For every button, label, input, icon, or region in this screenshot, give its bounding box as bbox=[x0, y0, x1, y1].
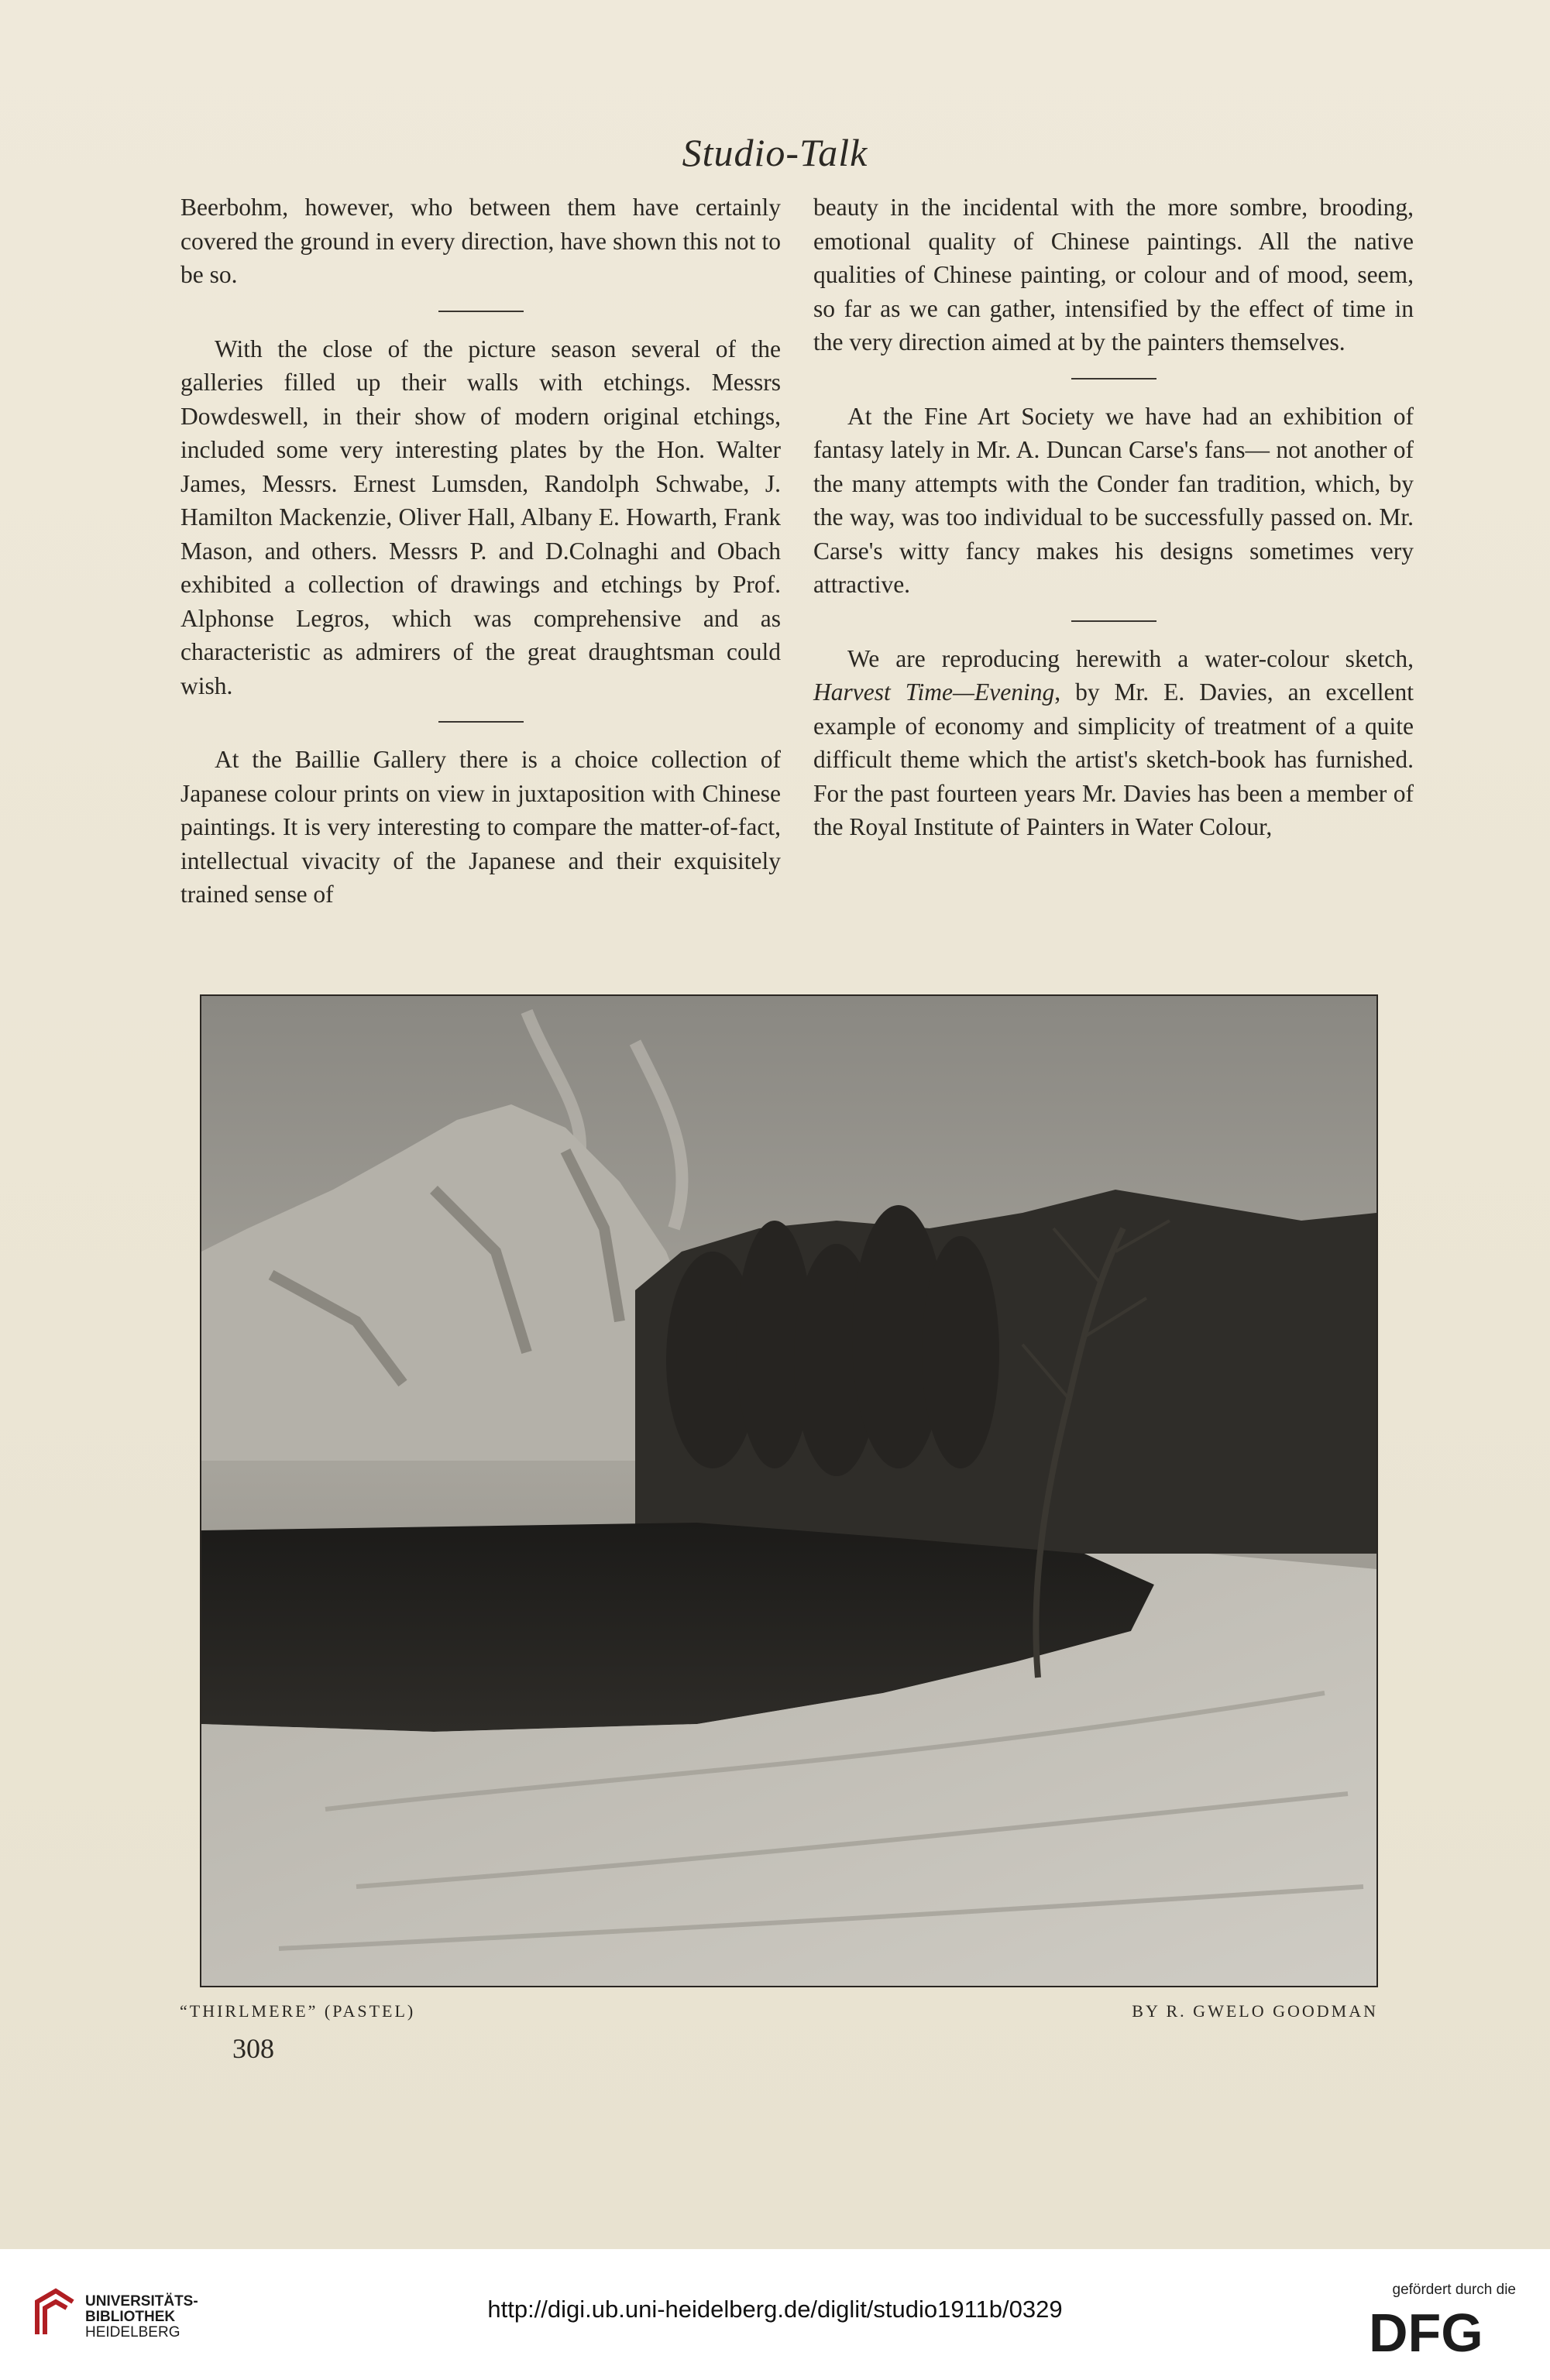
paragraph: Beerbohm, however, who between them have certainly covered the ground in every direction, have shown this not to be so. bbox=[180, 194, 781, 288]
landscape-illustration bbox=[201, 996, 1376, 1986]
paragraph: At the Baillie Gallery there is a choice collection of Japanese colour prints on view in juxtaposition with Chinese paintings. It is very interesting to compare the matter-of-fact, intellectual vivacity of the Japanese and their exquisitely trained sense of bbox=[180, 746, 781, 908]
paragraph-text: We are reproducing herewith a water-colour sketch, bbox=[847, 644, 1414, 672]
paragraph: At the Fine Art Society we have had an exhibition of fantasy lately in Mr. A. Duncan Carse's fans— not another of the many attempts with the Conder fan tradition, which, by the way, was too individual to be successfully passed on. Mr. Carse's witty fancy makes his designs sometimes very attractive. bbox=[813, 402, 1414, 598]
paragraph: With the close of the picture season several of the galleries filled up their walls with etchings. Messrs Dowdeswell, in their show of modern original etchings, included some very interesting plates by the Hon. Walter James, Messrs. Ernest Lumsden, Randolph Schwabe, J. Hamilton Mackenzie, Oliver Hall, Albany E. Howarth, Frank Mason, and others. Messrs P. and D.Colnaghi and Obach exhibited a collection of drawings and etchings by Prof. Alphonse Legros, which was comprehensive and as characteristic as admirers of the great draughtsman could wish. bbox=[180, 335, 781, 699]
section-divider bbox=[438, 311, 524, 312]
sponsor-label: gefördert durch die bbox=[1392, 2282, 1516, 2298]
plate-caption-title: “THIRLMERE” (PASTEL) bbox=[180, 2001, 416, 2021]
paragraph-text: , by Mr. E. Davies, an excellent example of economy and simplicity of treatment of a quite difficult theme which the artist's sketch-book has furnished. For the past fourteen years Mr. Davies has been a member of the Royal Institute of Painters in Water Colour, bbox=[813, 678, 1414, 840]
running-header: Studio-Talk bbox=[682, 131, 868, 174]
artwork-title: Harvest Time—Evening bbox=[813, 678, 1055, 706]
library-name-line: UNIVERSITÄTS- bbox=[85, 2293, 198, 2310]
library-name-line: BIBLIOTHEK bbox=[85, 2309, 176, 2325]
dfg-logo-text: DFG bbox=[1369, 2305, 1483, 2358]
library-name-line: HEIDELBERG bbox=[85, 2324, 180, 2341]
paragraph: beauty in the incidental with the more sombre, brooding, emotional quality of Chinese paintings. All the native qualities of Chinese painting, or colour and of mood, seem, so far as we can gather, intensified by the effect of time in the very direction aimed at by the painters themselves. bbox=[813, 194, 1414, 355]
paragraph bbox=[813, 642, 1414, 844]
section-divider bbox=[1071, 620, 1156, 622]
plate-caption-artist: BY R. GWELO GOODMAN bbox=[1132, 2001, 1378, 2021]
dfg-logo-icon bbox=[1369, 2305, 1516, 2358]
section-divider bbox=[438, 721, 524, 723]
page-number: 308 bbox=[232, 2033, 274, 2064]
right-column bbox=[813, 191, 1414, 844]
source-url-link[interactable]: http://digi.ub.uni-heidelberg.de/diglit/studio1911b/0329 bbox=[487, 2296, 1063, 2323]
section-divider bbox=[1071, 378, 1156, 379]
left-column bbox=[180, 191, 781, 912]
landscape-plate-image bbox=[200, 994, 1378, 1987]
digitization-footer bbox=[0, 2249, 1550, 2380]
